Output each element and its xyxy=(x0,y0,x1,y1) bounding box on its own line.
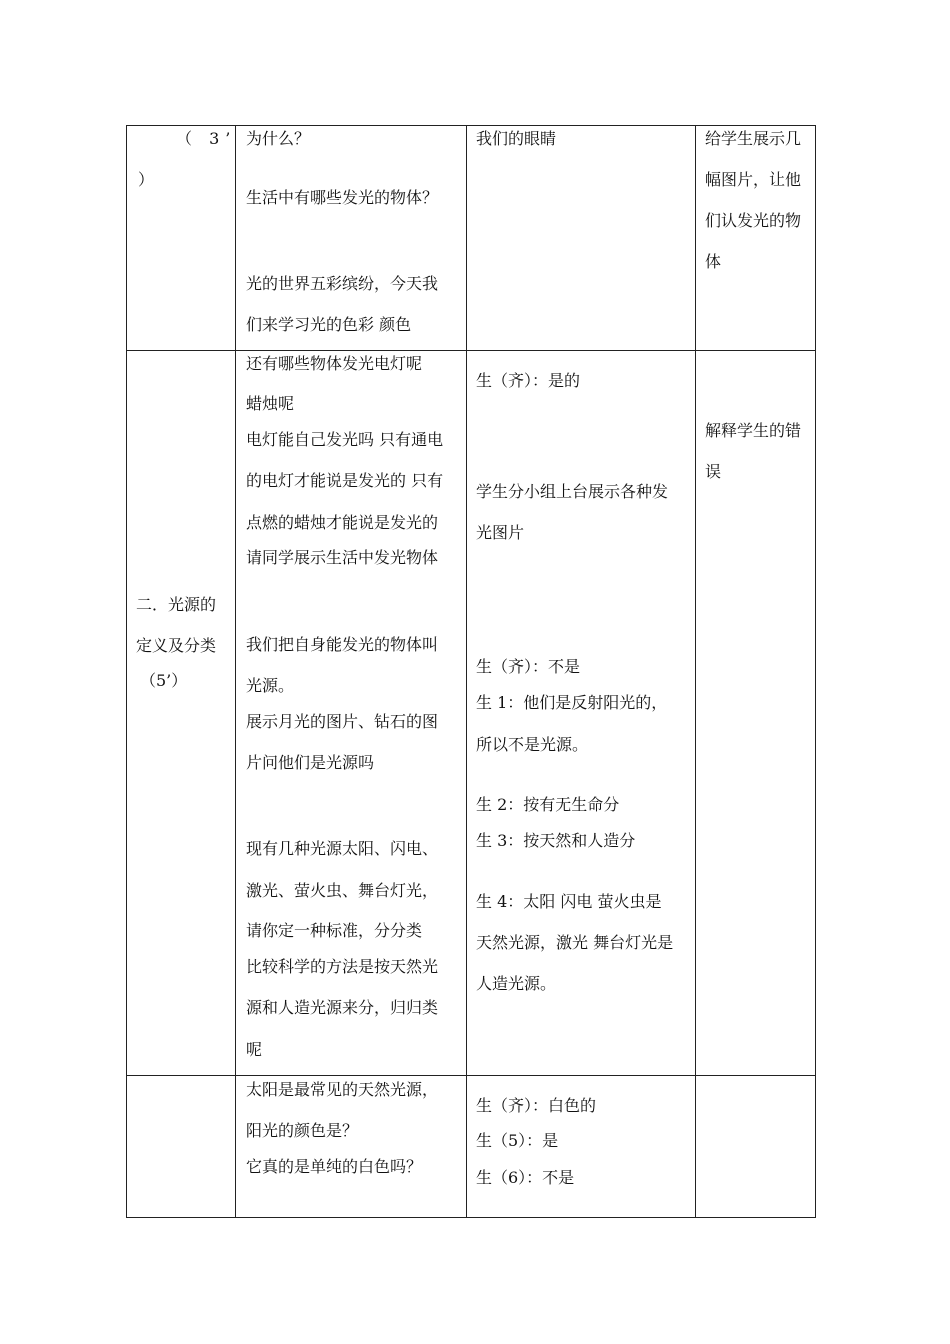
table-cell-text: 光源。 xyxy=(246,676,295,695)
table-cell-text: 蜡烛呢 xyxy=(246,394,295,413)
table-cell-text: 天然光源，激光 舞台灯光是 xyxy=(476,933,674,952)
table-border-bottom xyxy=(126,1217,816,1218)
table-cell-text: 生（齐）：是的 xyxy=(476,371,581,390)
table-cell-text: 给学生展示几 xyxy=(705,129,802,148)
table-cell-text: 生 4：太阳 闪电 萤火虫是 xyxy=(476,892,662,911)
table-cell-text: （ 3’ xyxy=(176,129,237,148)
table-cell-text: 请你定一种标准，分分类 xyxy=(246,921,423,940)
table-cell-text: 们认发光的物 xyxy=(705,211,802,230)
table-cell-text: 生（5）：是 xyxy=(476,1131,559,1150)
table-cell-text: 阳光的颜色是？ xyxy=(246,1121,359,1140)
table-cell-text: 点燃的蜡烛才能说是发光的 xyxy=(246,513,439,532)
table-cell-text: 光图片 xyxy=(476,523,525,542)
table-cell-text: 二．光源的 xyxy=(136,595,217,614)
table-cell-text: 呢 xyxy=(246,1040,263,1059)
column-divider xyxy=(466,125,467,1218)
table-cell-text: 体 xyxy=(705,252,722,271)
table-cell-text: 激光、萤火虫、舞台灯光， xyxy=(246,881,439,900)
table-cell-text: 解释学生的错 xyxy=(705,421,802,440)
table-cell-text: 生活中有哪些发光的物体？ xyxy=(246,188,439,207)
table-cell-text: 还有哪些物体发光电灯呢 xyxy=(246,354,423,373)
table-cell-text: 误 xyxy=(705,462,722,481)
table-cell-text: 展示月光的图片、钻石的图 xyxy=(246,712,439,731)
table-cell-text: 人造光源。 xyxy=(476,974,557,993)
lesson-plan-table xyxy=(126,125,816,1218)
table-cell-text: 所以不是光源。 xyxy=(476,735,589,754)
table-cell-text: 生 3：按天然和人造分 xyxy=(476,831,636,850)
table-cell-text: 光的世界五彩缤纷，今天我 xyxy=(246,274,439,293)
table-cell-text: 我们的眼睛 xyxy=(476,129,557,148)
column-divider xyxy=(235,125,236,1218)
table-cell-text: 电灯能自己发光吗 只有通电 xyxy=(246,430,444,449)
table-cell-text: 们来学习光的色彩 颜色 xyxy=(246,315,412,334)
table-cell-text: 请同学展示生活中发光物体 xyxy=(246,548,439,567)
table-cell-text: 生（6）：不是 xyxy=(476,1168,575,1187)
table-cell-text: 我们把自身能发光的物体叫 xyxy=(246,635,439,654)
table-cell-text: 的电灯才能说是发光的 只有 xyxy=(246,471,444,490)
table-cell-text: 幅图片，让他 xyxy=(705,170,802,189)
table-border-top xyxy=(126,125,816,126)
table-border-right xyxy=(815,125,816,1218)
table-cell-text: 为什么？ xyxy=(246,129,311,148)
table-cell-text: 源和人造光源来分，归归类 xyxy=(246,998,439,1017)
table-cell-text: 生（齐）：白色的 xyxy=(476,1096,597,1115)
table-cell-text: 生（齐）：不是 xyxy=(476,657,581,676)
table-cell-text: 比较科学的方法是按天然光 xyxy=(246,957,439,976)
column-divider xyxy=(695,125,696,1218)
row-divider xyxy=(126,1075,816,1076)
table-cell-text: 生 1：他们是反射阳光的， xyxy=(476,693,668,712)
table-cell-text: 它真的是单纯的白色吗？ xyxy=(246,1157,423,1176)
table-border-left xyxy=(126,125,127,1218)
table-cell-text: 片问他们是光源吗 xyxy=(246,753,375,772)
table-cell-text: 学生分小组上台展示各种发 xyxy=(476,482,669,501)
table-cell-text: 现有几种光源太阳、闪电、 xyxy=(246,839,439,858)
table-cell-text: 生 2：按有无生命分 xyxy=(476,795,620,814)
table-cell-text: 定义及分类 xyxy=(136,636,217,655)
table-cell-text: （5’） xyxy=(140,671,188,690)
row-divider xyxy=(126,350,816,351)
table-cell-text: 太阳是最常见的天然光源， xyxy=(246,1080,439,1099)
table-cell-text: ） xyxy=(138,170,155,189)
